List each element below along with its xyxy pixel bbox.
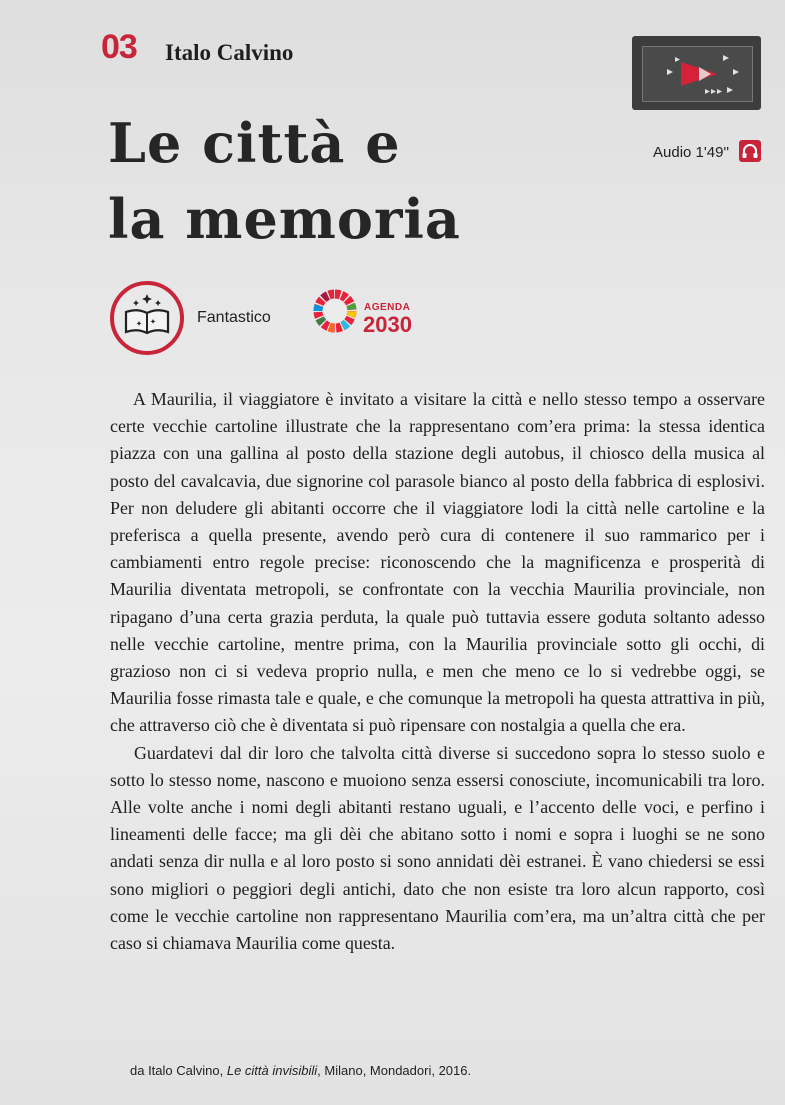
agenda-label: AGENDA xyxy=(364,302,411,313)
genre-label: Fantastico xyxy=(197,309,271,326)
video-thumbnail[interactable] xyxy=(632,36,761,110)
source-prefix: da Italo Calvino, xyxy=(130,1063,227,1078)
source-book-title: Le città invisibili xyxy=(226,1063,318,1078)
body-text xyxy=(110,386,765,957)
book-genre-icon xyxy=(109,280,185,360)
headphones-icon xyxy=(739,140,761,162)
agenda-2030-icon xyxy=(312,288,358,338)
audio-duration-label: Audio 1'49'' xyxy=(653,144,730,161)
page-title-line-2: la memoria xyxy=(108,187,461,251)
author-name: Italo Calvino xyxy=(165,40,294,65)
paragraph-2: Guardatevi dal dir loro che talvolta città diverse si succedono sopra lo stesso suolo e sotto lo stesso nome, nascono e muoiono senza essersi conosciute, incomunicabili tra loro. Alle volte anche i nomi degli abitanti restano uguali, e l’accento delle voci, e perfino i lineamenti delle facce; ma gli dèi che abitano sotto i nomi e sopra i luoghi se ne sono andati senza dir nulla e al loro posto si sono annidati dèi estranei. È vano chiedersi se essi sono migliori o peggiori degli antichi, dato che non esiste tra loro alcun rapporto, così come le vecchie cartoline non rappresentano Maurilia com’era, ma un’altra città che per caso si chiamava Maurilia come questa. xyxy=(110,742,765,954)
chapter-number: 03 xyxy=(101,28,137,66)
source-citation xyxy=(130,1063,471,1078)
audio-play-button[interactable] xyxy=(739,140,761,162)
video-frame xyxy=(642,46,753,102)
agenda-year: 2030 xyxy=(363,312,412,337)
page-title-line-1: Le città e xyxy=(108,111,401,175)
source-suffix: , Milano, Mondadori, 2016. xyxy=(317,1063,472,1078)
paragraph-1: A Maurilia, il viaggiatore è invitato a visitare la città e nello stesso tempo a osservare certe vecchie cartoline illustrate che la rappresentano com’era prima: la stessa identica piazza con una gallina al posto della stazione degli autobus, il chiosco della musica al posto del cavalcavia, due signorine col parasole bianco al posto della fabbrica di esplosivi. Per non deludere gli abitanti occorre che il viaggiatore lodi la città nelle cartoline e la preferisca a quella presente, avendo però cura di contenere il suo rammarico per i cambiamenti entro regole precise: riconoscendo che la magnificenza e prosperità di Maurilia diventata metropoli, se confrontate con la vecchia Maurilia provinciale, non ripagano d’una certa grazia perduta, la quale può tuttavia essere goduta soltanto adesso nelle vecchie cartoline, mentre prima, con la Maurilia provinciale sotto gli occhi, di grazioso non ci si vedeva proprio nulla, e men che meno ce lo si vedrebbe oggi, se Maurilia fosse rimasta tale e quale, e che comunque la metropoli ha questa attrattiva in più, che attraverso ciò che è diventata si può ripensare con nostalgia a quella che era. xyxy=(110,389,765,736)
play-icon xyxy=(643,47,752,101)
